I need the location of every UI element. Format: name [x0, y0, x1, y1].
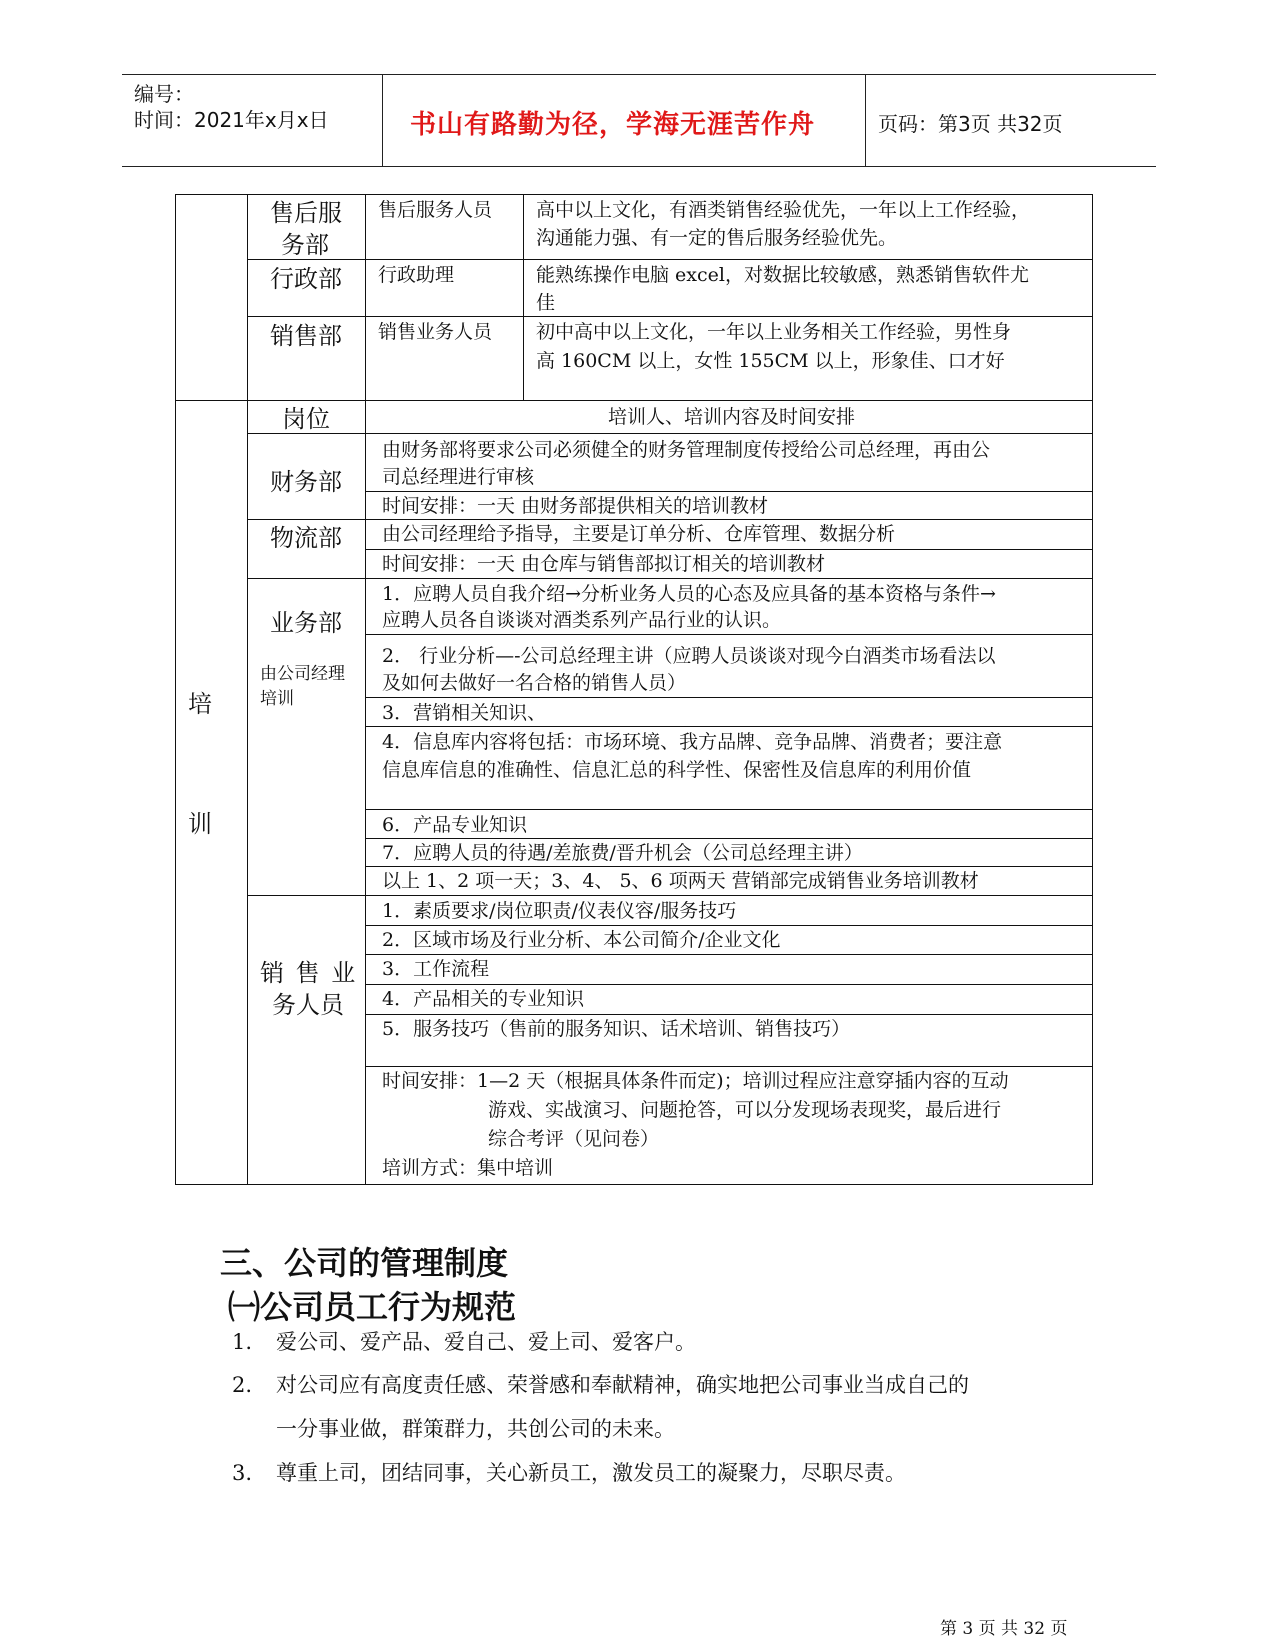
business-schedule: 以上 1、2 项一天；3、4、 5、6 项两天 营销部完成销售业务培训教材	[382, 870, 979, 892]
sales-item-2: 2．区域市场及行业分析、本公司简介/企业文化	[382, 929, 781, 951]
sales-item-1: 1．素质要求/岗位职责/仪表仪容/服务技巧	[382, 900, 737, 922]
business-item-1b: 应聘人员各自谈谈对酒类系列产品行业的认识。	[382, 609, 782, 631]
business-item-3: 3．营销相关知识、	[382, 702, 547, 724]
col-position-header: 岗位	[282, 405, 330, 433]
position-admin: 行政助理	[378, 264, 455, 286]
req-after-sales-1: 高中以上文化，有酒类销售经验优先，一年以上工作经验，	[536, 199, 1031, 221]
req-admin-1: 能熟练操作电脑 excel，对数据比较敏感，熟悉销售软件尤	[536, 264, 1029, 286]
rule-text-3: 尊重上司，团结同事，关心新员工，激发员工的凝聚力，尽职尽责。	[276, 1461, 906, 1485]
sales-item-3: 3．工作流程	[382, 958, 490, 980]
position-after-sales: 售后服务人员	[378, 199, 493, 221]
sales-time-3: 综合考评（见问卷）	[488, 1128, 660, 1150]
req-admin-2: 佳	[536, 292, 556, 314]
dept-admin: 行政部	[270, 265, 342, 293]
training-side-label-2: 训	[188, 810, 212, 838]
section-heading: 三、公司的管理制度	[220, 1244, 509, 1282]
section-subheading: ㈠公司员工行为规范	[228, 1288, 517, 1326]
req-sales-2: 高 160CM 以上，女性 155CM 以上，形象佳、口才好	[536, 350, 1005, 372]
business-item-2a: 2． 行业分析—-公司总经理主讲（应聘人员谈谈对现今白酒类市场看法以	[382, 645, 996, 667]
rule-text-2b: 一分事业做，群策群力，共创公司的未来。	[276, 1417, 675, 1441]
sales-method: 培训方式：集中培训	[382, 1157, 554, 1179]
dept-after-sales: 售后服	[270, 199, 342, 227]
business-item-6: 6．产品专业知识	[382, 814, 528, 836]
rule-text-1: 爱公司、爱产品、爱自己、爱上司、爱客户。	[276, 1330, 696, 1354]
logistics-time: 时间安排：一天 由仓库与销售部拟订相关的培训教材	[382, 553, 826, 575]
finance-time: 时间安排：一天 由财务部提供相关的培训教材	[382, 495, 769, 517]
business-note-1: 由公司经理	[260, 664, 345, 684]
sales-time-2: 游戏、实战演习、问题抢答，可以分发现场表现奖，最后进行	[488, 1099, 1002, 1121]
finance-line-1: 由财务部将要求公司必须健全的财务管理制度传授给公司总经理，再由公	[382, 439, 991, 461]
business-item-4b: 信息库信息的准确性、信息汇总的科学性、保密性及信息库的利用价值	[382, 759, 972, 781]
business-item-7: 7．应聘人员的待遇/差旅费/晋升机会（公司总经理主讲）	[382, 842, 863, 864]
rule-number-2: 2.	[232, 1373, 253, 1397]
page-footer: 第 3 页 共 32 页	[940, 1619, 1068, 1639]
dept-logistics: 物流部	[270, 524, 342, 552]
sales-time-1: 时间安排：1—2 天（根据具体条件而定)；培训过程应注意穿插内容的互动	[382, 1070, 1009, 1092]
dept-finance: 财务部	[270, 468, 342, 496]
dept-business: 业务部	[270, 609, 342, 637]
finance-line-2: 司总经理进行审核	[382, 466, 535, 488]
sales-item-5: 5．服务技巧（售前的服务知识、话术培训、销售技巧）	[382, 1018, 851, 1040]
req-after-sales-2: 沟通能力强、有一定的售后服务经验优先。	[536, 227, 898, 249]
business-item-1a: 1．应聘人员自我介绍→分析业务人员的心态及应具备的基本资格与条件→	[382, 583, 996, 605]
dept-sales-staff-1: 销 售 业	[260, 959, 358, 987]
dept-after-sales-2: 务部	[281, 231, 329, 259]
header-page-code: 页码：第3页 共32页	[878, 112, 1063, 136]
rule-number-3: 3.	[232, 1461, 253, 1485]
logistics-line: 由公司经理给予指导，主要是订单分析、仓库管理、数据分析	[382, 523, 896, 545]
training-side-label-1: 培	[188, 690, 212, 718]
document-time-label: 时间：2021年x月x日	[134, 108, 329, 132]
business-note-2: 培训	[260, 689, 294, 709]
position-sales: 销售业务人员	[378, 321, 493, 343]
document-number-label: 编号：	[134, 82, 194, 106]
rule-number-1: 1.	[232, 1330, 253, 1354]
business-item-2b: 及如何去做好一名合格的销售人员）	[382, 672, 687, 694]
dept-sales: 销售部	[270, 322, 342, 350]
rule-text-2a: 对公司应有高度责任感、荣誉感和奉献精神，确实地把公司事业当成自己的	[276, 1373, 969, 1397]
dept-sales-staff-2: 务人员	[272, 991, 344, 1019]
header-motto: 书山有路勤为径，学海无涯苦作舟	[410, 110, 816, 140]
col-content-header: 培训人、培训内容及时间安排	[608, 406, 856, 428]
sales-item-4: 4．产品相关的专业知识	[382, 988, 585, 1010]
business-item-4a: 4．信息库内容将包括：市场环境、我方品牌、竞争品牌、消费者；要注意	[382, 731, 1003, 753]
req-sales-1: 初中高中以上文化，一年以上业务相关工作经验，男性身	[536, 321, 1012, 343]
